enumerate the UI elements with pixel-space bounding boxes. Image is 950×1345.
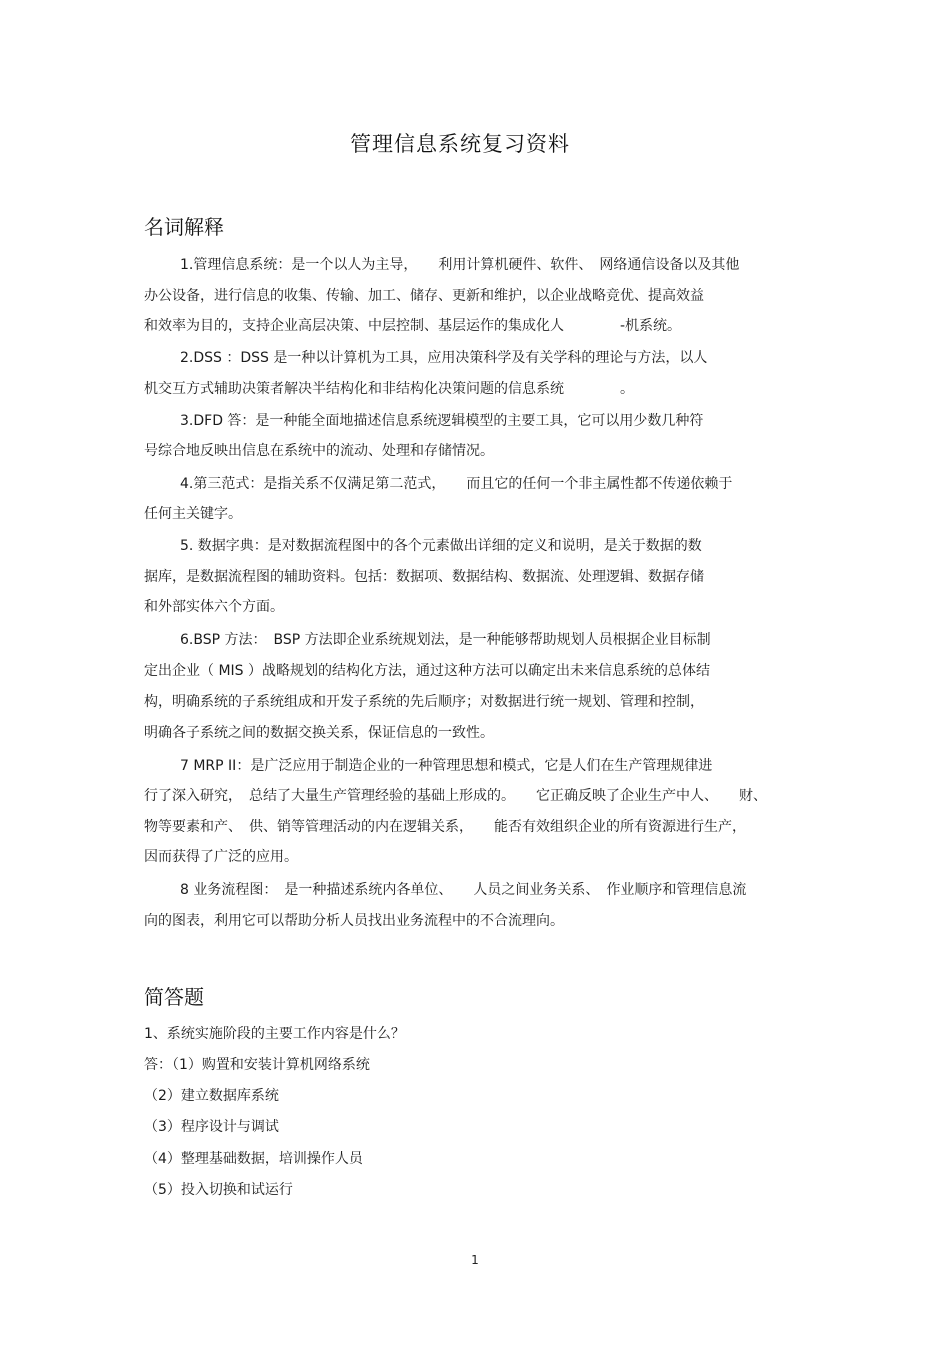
answer-line: （2）建立数据库系统	[144, 1088, 279, 1104]
term-line: 8 业务流程图： 是一种描述系统内各单位、 人员之间业务关系、 作业顺序和管理信息流	[180, 882, 747, 898]
term-line: 办公设备，进行信息的收集、传输、加工、储存、更新和维护，以企业战略竞优、提高效益	[144, 288, 704, 304]
term-line: 4.第三范式：是指关系不仅满足第二范式， 而且它的任何一个非主属性都不传递依赖于	[180, 476, 733, 492]
term-line: 5. 数据字典：是对数据流程图中的各个元素做出详细的定义和说明，是关于数据的数	[180, 538, 702, 554]
page-number: 1	[471, 1253, 479, 1267]
answer-line: （4）整理基础数据，培训操作人员	[144, 1151, 363, 1167]
term-line: 据库，是数据流程图的辅助资料。包括：数据项、数据结构、数据流、处理逻辑、数据存储	[144, 569, 704, 585]
term-line: 机交互方式辅助决策者解决半结构化和非结构化决策问题的信息系统 。	[144, 381, 634, 397]
answer-line: 答：（1）购置和安装计算机网络系统	[144, 1057, 370, 1073]
document-title: 管理信息系统复习资料	[350, 132, 570, 156]
term-line: 7 MRP II：是广泛应用于制造企业的一种管理思想和模式，它是人们在生产管理规律进	[180, 758, 713, 774]
term-line: 和效率为目的，支持企业高层决策、中层控制、基层运作的集成化人 -机系统。	[144, 318, 682, 334]
term-line: 2.DSS ：DSS 是一种以计算机为工具，应用决策科学及有关学科的理论与方法，以人	[180, 350, 708, 366]
section-heading-terms: 名词解释	[144, 215, 224, 239]
answer-line: （5）投入切换和试运行	[144, 1182, 293, 1198]
term-line: 3.DFD 答：是一种能全面地描述信息系统逻辑模型的主要工具，它可以用少数几种符	[180, 413, 704, 429]
term-line: 号综合地反映出信息在系统中的流动、处理和存储情况。	[144, 443, 494, 459]
term-line: 向的图表，利用它可以帮助分析人员找出业务流程中的不合流理向。	[144, 913, 564, 929]
term-line: 物等要素和产、 供、销等管理活动的内在逻辑关系， 能否有效组织企业的所有资源进行生产，	[144, 819, 746, 835]
answer-line: （3）程序设计与调试	[144, 1119, 279, 1135]
term-line: 1.管理信息系统：是一个以人为主导， 利用计算机硬件、软件、 网络通信设备以及其他	[180, 257, 740, 273]
term-line: 和外部实体六个方面。	[144, 599, 284, 615]
term-line: 定出企业（ MIS ）战略规划的结构化方法，通过这种方法可以确定出未来信息系统的总体结	[144, 663, 710, 679]
term-line: 任何主关键字。	[144, 506, 242, 522]
term-line: 构，明确系统的子系统组成和开发子系统的先后顺序；对数据进行统一规划、管理和控制，	[144, 694, 704, 710]
section-heading-short-answer: 简答题	[144, 985, 204, 1009]
term-line: 6.BSP 方法： BSP 方法即企业系统规划法，是一种能够帮助规划人员根据企业目标制	[180, 632, 711, 648]
term-line: 行了深入研究， 总结了大量生产管理经验的基础上形成的。 它正确反映了企业生产中人、 财、	[144, 788, 767, 804]
term-line: 明确各子系统之间的数据交换关系，保证信息的一致性。	[144, 725, 494, 741]
question-line: 1、系统实施阶段的主要工作内容是什么？	[144, 1026, 405, 1042]
term-line: 因而获得了广泛的应用。	[144, 849, 298, 865]
